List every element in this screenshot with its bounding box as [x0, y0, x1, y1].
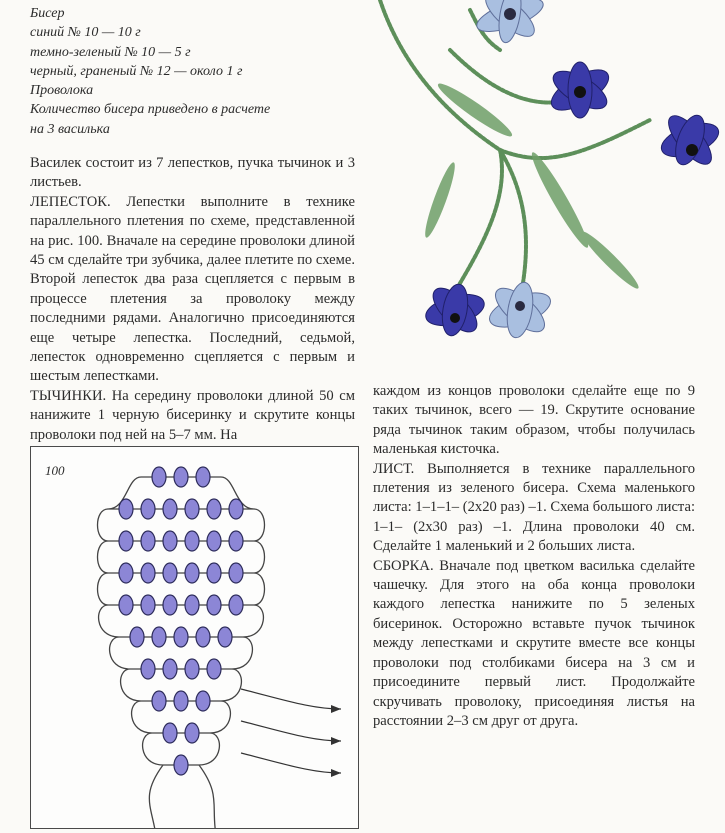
leaf [421, 160, 460, 239]
bead [152, 467, 166, 487]
bead [119, 595, 133, 615]
bead [163, 499, 177, 519]
bead [141, 563, 155, 583]
bead [119, 531, 133, 551]
bead [185, 595, 199, 615]
petal-scheme-figure [30, 446, 359, 829]
bead [196, 691, 210, 711]
material-line: Проволока [30, 83, 94, 99]
bead [207, 531, 221, 551]
bead [207, 563, 221, 583]
bead-scheme [31, 447, 358, 828]
bead [207, 659, 221, 679]
stamens-continuation: каждом из концов проволоки сделайте еще по 9 таких тычинок, всего — 19. Скрутите основание ряда тычинок таким образом, чтобы получилась маленькая кисточка. [373, 383, 695, 458]
arrow-head [331, 705, 341, 713]
bead [130, 627, 144, 647]
petal-text: Лепестки выполните в технике параллельного плетения по схеме, представленной на рис. 100. Вначале на середине проволоки длиной 45 см сделайте три зубчика, далее плетите по схеме. Второй лепесток два раза сцепляется с первым в процессе плетения за проволоку между последними рядами. Аналогично присоединяются еще четыре лепестка. Последний, седьмой, лепесток одновременно сцепляется с первым и шестым лепестками. [30, 193, 355, 385]
stem [450, 150, 502, 300]
assembly-heading: СБОРКА. [373, 557, 434, 574]
leaf-heading: ЛИСТ. [373, 460, 415, 477]
leaf-paragraph [373, 460, 695, 557]
figure-number: 100 [45, 463, 65, 478]
arrow-head [331, 769, 341, 777]
bead [152, 691, 166, 711]
bead [141, 595, 155, 615]
leaf-text: Выполняется в технике параллельного плетения из зеленого бисера. Схема маленького листа: 1–1–1– (2х20 раз) –1. Схема большого листа: 1–1– (2х30 раз) –1. Длина проволоки 40 см. Сделайте 1 маленький и 2 больших листа. [373, 460, 696, 555]
material-line: черный, граненый № 12 — около 1 г [30, 63, 243, 79]
bead [185, 659, 199, 679]
bead [141, 659, 155, 679]
leaf [577, 227, 642, 292]
bead [229, 563, 243, 583]
bead [174, 627, 188, 647]
petal-heading: ЛЕПЕСТОК. [30, 193, 111, 210]
bead [185, 531, 199, 551]
bead [163, 563, 177, 583]
left-text-column [30, 154, 355, 445]
bead [207, 499, 221, 519]
bead [185, 563, 199, 583]
stamens-text-left: На середину проволоки длиной 50 см нанижите 1 черную бисеринку и скрутите концы проволоки под ней на 5–7 мм. На [30, 387, 355, 443]
cornflower-photo [360, 0, 725, 380]
bead [229, 499, 243, 519]
bead [119, 499, 133, 519]
bead [185, 499, 199, 519]
direction-arrow [241, 689, 341, 709]
stamens-heading: ТЫЧИНКИ. [30, 387, 107, 404]
arrow-head [331, 737, 341, 745]
bead [163, 723, 177, 743]
bead [196, 467, 210, 487]
bead [229, 595, 243, 615]
bead [141, 531, 155, 551]
bead [119, 563, 133, 583]
bead [229, 531, 243, 551]
bead [207, 595, 221, 615]
bead [152, 627, 166, 647]
bead [185, 723, 199, 743]
bead [163, 595, 177, 615]
material-line: на 3 василька [30, 121, 110, 137]
petal-paragraph [30, 193, 355, 387]
bead [141, 499, 155, 519]
stamens-paragraph [30, 387, 355, 445]
bead [163, 659, 177, 679]
stem [500, 120, 650, 158]
direction-arrow [241, 721, 341, 741]
cornflower-blossom [657, 109, 723, 170]
direction-arrow [241, 753, 341, 773]
assembly-paragraph [373, 557, 695, 732]
material-line: синий № 10 — 10 г [30, 25, 141, 41]
assembly-text: Вначале под цветком василька сделайте чашечку. Для этого на оба конца проволоки каждого лепестка нанижите по 5 зеленых бисеринок. Осторожно вставьте пучок тычинок между лепестками и скрутите вместе все концы проволоки под столбиками бисера на 3 см и присоедините первый лист. Продолжайте скручивать проволоку, присоединяя листья на расстоянии 2–3 см друг от друга. [373, 557, 695, 729]
bead [174, 755, 188, 775]
material-line: темно-зеленый № 10 — 5 г [30, 44, 191, 60]
materials-list [30, 4, 360, 139]
bead [196, 627, 210, 647]
bead [163, 531, 177, 551]
cornflower-blossom [485, 280, 555, 339]
right-text-column [373, 382, 695, 731]
cornflower-blossom [545, 62, 614, 118]
stem [450, 50, 570, 103]
intro-paragraph: Василек состоит из 7 лепестков, пучка тычинок и 3 листьев. [30, 155, 355, 191]
cornflower-blossom [422, 281, 487, 339]
bead [218, 627, 232, 647]
bead [174, 467, 188, 487]
bead [174, 691, 188, 711]
material-line: Бисер [30, 6, 65, 21]
material-line: Количество бисера приведено в расчете [30, 102, 271, 118]
